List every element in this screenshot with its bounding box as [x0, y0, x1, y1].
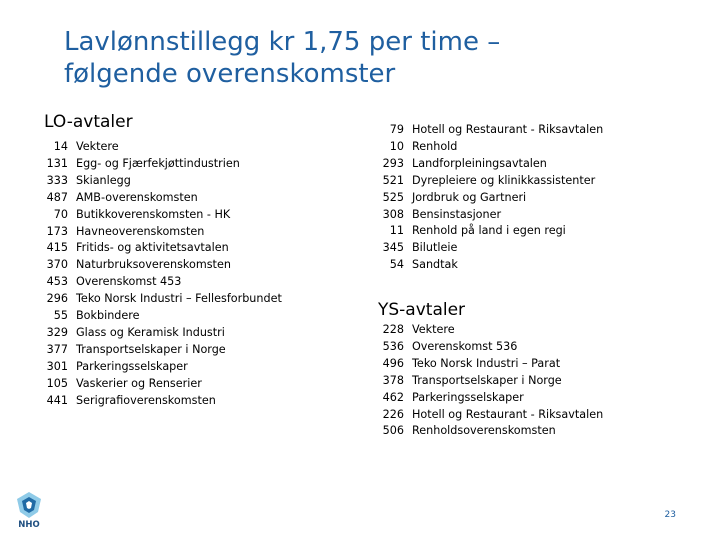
agreement-name: Jordbruk og Gartneri: [412, 190, 527, 204]
ys-agreement-row: [370, 423, 603, 440]
ys-agreement-row: [370, 373, 603, 390]
lo-agreement-row: [38, 240, 282, 257]
agreement-number: 301: [46, 359, 68, 373]
agreement-number: 329: [46, 325, 68, 339]
agreement-number: 173: [46, 224, 68, 238]
agreement-number: 415: [46, 241, 68, 255]
lo-agreement-row: [38, 139, 282, 156]
agreement-name: Teko Norsk Industri – Parat: [412, 356, 561, 370]
lo-agreement-row: [370, 190, 603, 207]
agreement-name: Fritids- og aktivitetsavtalen: [76, 241, 229, 255]
lo-agreement-row: [370, 207, 603, 224]
agreement-name: Butikkoverenskomsten - HK: [76, 207, 231, 221]
agreement-number: 14: [53, 140, 68, 153]
ys-agreement-row: [370, 390, 603, 407]
agreement-number: 131: [46, 156, 68, 170]
agreement-number: 11: [389, 224, 404, 238]
agreement-number: 333: [46, 173, 68, 187]
agreement-name: Renhold: [412, 139, 458, 153]
agreement-number: 521: [382, 173, 404, 187]
agreement-number: 308: [382, 207, 404, 221]
ys-agreement-row: [370, 407, 603, 424]
lo-agreement-row: [38, 359, 282, 376]
ys-list: [370, 322, 603, 440]
agreement-name: Parkeringsselskaper: [412, 390, 524, 404]
lo-agreement-row: [38, 173, 282, 190]
agreement-name: Glass og Keramisk Industri: [76, 325, 225, 339]
agreement-number: 525: [382, 190, 404, 204]
lo-agreement-row: [38, 325, 282, 342]
lo-agreement-row: [38, 156, 282, 173]
ys-agreement-row: [370, 322, 603, 339]
agreement-name: Transportselskaper i Norge: [76, 342, 226, 356]
agreement-number: 536: [382, 339, 404, 353]
lo-agreement-row: [38, 393, 282, 410]
agreement-name: Bokbindere: [76, 309, 140, 323]
lo-agreement-row: [370, 173, 603, 190]
agreement-name: Skianlegg: [76, 173, 131, 187]
agreement-name: Landforpleiningsavtalen: [412, 156, 547, 170]
agreement-number: 441: [46, 393, 68, 407]
lo-agreement-row: [370, 223, 603, 240]
lo-agreement-row: [38, 257, 282, 274]
agreement-number: 377: [46, 342, 68, 356]
lo-agreement-row: [38, 207, 282, 224]
agreement-number: 228: [382, 323, 404, 336]
agreement-number: 79: [389, 123, 404, 136]
agreement-name: Hotell og Restaurant - Riksavtalen: [412, 123, 604, 136]
agreement-name: Sandtak: [412, 258, 458, 272]
agreement-number: 70: [53, 207, 68, 221]
agreement-number: 462: [382, 390, 404, 404]
ys-heading: YS-avtaler: [378, 300, 466, 320]
agreement-name: Bensinstasjoner: [412, 207, 502, 221]
agreement-name: Serigrafioverenskomsten: [76, 393, 216, 407]
agreement-name: Vektere: [76, 140, 119, 153]
lo-agreement-row: [38, 274, 282, 291]
lo-agreement-row: [38, 224, 282, 241]
title-line-1: Lavlønnstillegg kr 1,75 per time –: [64, 27, 501, 57]
agreement-name: Parkeringsselskaper: [76, 359, 188, 373]
agreement-number: 293: [382, 156, 404, 170]
lo-agreement-row: [38, 291, 282, 308]
lo-agreement-row: [38, 308, 282, 325]
title-line-2: følgende overenskomster: [64, 59, 396, 89]
agreement-name: Havneoverenskomsten: [76, 224, 205, 238]
agreement-name: Overenskomst 453: [76, 275, 182, 289]
agreement-number: 226: [382, 407, 404, 421]
agreement-number: 370: [46, 258, 68, 272]
lo-left-list: [38, 139, 282, 410]
agreement-number: 506: [382, 424, 404, 438]
lo-agreement-row: [370, 139, 603, 156]
lo-agreement-row: [370, 240, 603, 257]
agreement-name: Teko Norsk Industri – Fellesforbundet: [76, 292, 282, 306]
page-title: [64, 26, 684, 90]
agreement-number: 496: [382, 356, 404, 370]
lo-right-list: [370, 122, 603, 274]
agreement-number: 296: [46, 292, 68, 306]
lo-agreement-row: [38, 190, 282, 207]
agreement-number: 10: [389, 139, 404, 153]
agreement-name: Hotell og Restaurant - Riksavtalen: [412, 407, 604, 421]
agreement-number: 378: [382, 373, 404, 387]
lo-agreement-row: [370, 257, 603, 274]
agreement-number: 453: [46, 275, 68, 289]
lo-agreement-row: [38, 342, 282, 359]
agreement-name: Egg- og Fjærfekjøttindustrien: [76, 156, 240, 170]
lo-agreement-row: [370, 156, 603, 173]
page-number: 23: [664, 510, 676, 520]
agreement-name: Vaskerier og Renserier: [76, 376, 202, 390]
agreement-name: Dyrepleiere og klinikkassistenter: [412, 173, 596, 187]
agreement-number: 54: [389, 258, 404, 272]
agreement-name: Naturbruksoverenskomsten: [76, 258, 231, 272]
agreement-number: 105: [46, 376, 68, 390]
agreement-number: 345: [382, 241, 404, 255]
lo-agreement-row: [38, 376, 282, 393]
agreement-name: AMB-overenskomsten: [76, 190, 198, 204]
agreement-number: 55: [53, 309, 68, 323]
agreement-name: Vektere: [412, 323, 455, 336]
agreement-number: 487: [46, 190, 68, 204]
agreement-name: Renhold på land i egen regi: [412, 224, 566, 238]
lo-heading: LO-avtaler: [44, 112, 133, 132]
nho-logo: [10, 490, 48, 530]
agreement-name: Bilutleie: [412, 241, 458, 255]
ys-agreement-row: [370, 356, 603, 373]
agreement-name: Renholdsoverenskomsten: [412, 424, 556, 438]
agreement-name: Transportselskaper i Norge: [412, 373, 562, 387]
lo-agreement-row: [370, 122, 603, 139]
ys-agreement-row: [370, 339, 603, 356]
agreement-name: Overenskomst 536: [412, 339, 518, 353]
logo-text: NHO: [18, 520, 40, 530]
